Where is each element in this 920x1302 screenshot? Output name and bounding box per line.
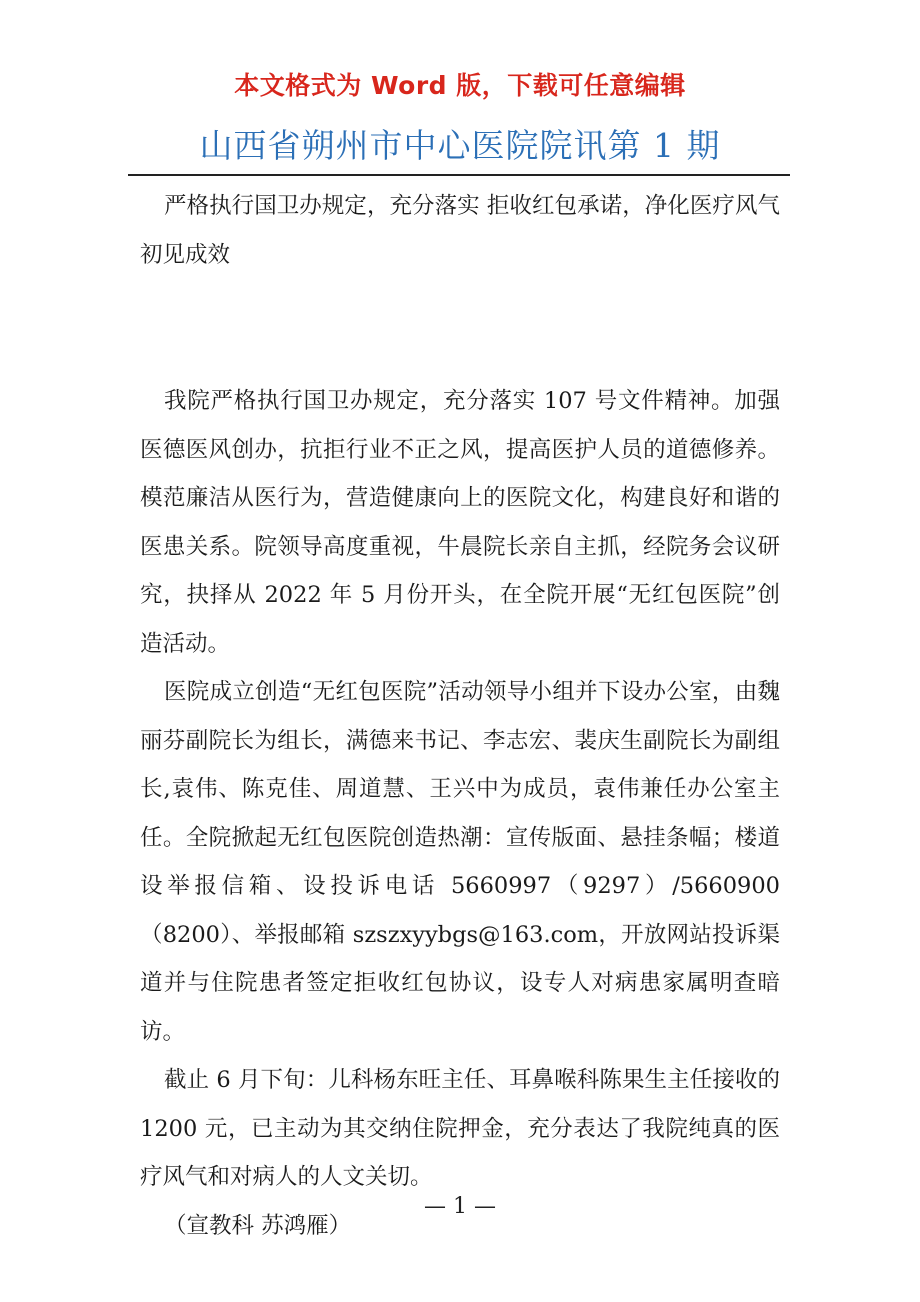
paragraph-3: 截止 6 月下旬：儿科杨东旺主任、耳鼻喉科陈果生主任接收的 1200 元，已主动为其交纳住院押金，充分表达了我院纯真的医疗风气和对病人的人文关切。 xyxy=(140,1067,780,1190)
newsletter-title: 山西省朔州市中心医院院讯第 1 期 xyxy=(199,126,721,165)
page-number: — 1 — xyxy=(424,1194,496,1219)
signature: （宣教科 苏鸿雁） xyxy=(164,1212,352,1239)
format-banner: 本文格式为 Word 版，下载可任意编辑 xyxy=(234,71,686,100)
title-divider xyxy=(128,174,790,176)
article-body xyxy=(140,182,780,1250)
article-headline: 严格执行国卫办规定，充分落实 拒收红包承诺，净化医疗风气初见成效 xyxy=(140,193,780,268)
paragraph-gap xyxy=(140,279,780,377)
paragraph-2: 医院成立创造“无红包医院”活动领导小组并下设办公室，由魏丽芬副院长为组长，满德来书记、李志宏、裴庆生副院长为副组长,袁伟、陈克佳、周道慧、王兴中为成员，袁伟兼任办公室主任。全院掀起无红包医院创造热潮：宣传版面、悬挂条幅；楼道设举报信箱、设投诉电话 5660997（9297）/5660900（8200）、举报邮箱 szszxyybgs@163.com，开放网站投诉渠道并与住院患者签定拒收红包协议，设专人对病患家属明查暗访。 xyxy=(140,679,780,1045)
paragraph-1: 我院严格执行国卫办规定，充分落实 107 号文件精神。加强医德医风创办，抗拒行业不正之风，提高医护人员的道德修养。模范廉洁从医行为，营造健康向上的医院文化，构建良好和谐的医患关系。院领导高度重视，牛晨院长亲自主抓，经院务会议研究，抉择从 2022 年 5 月份开头，在全院开展“无红包医院”创造活动。 xyxy=(140,388,780,657)
